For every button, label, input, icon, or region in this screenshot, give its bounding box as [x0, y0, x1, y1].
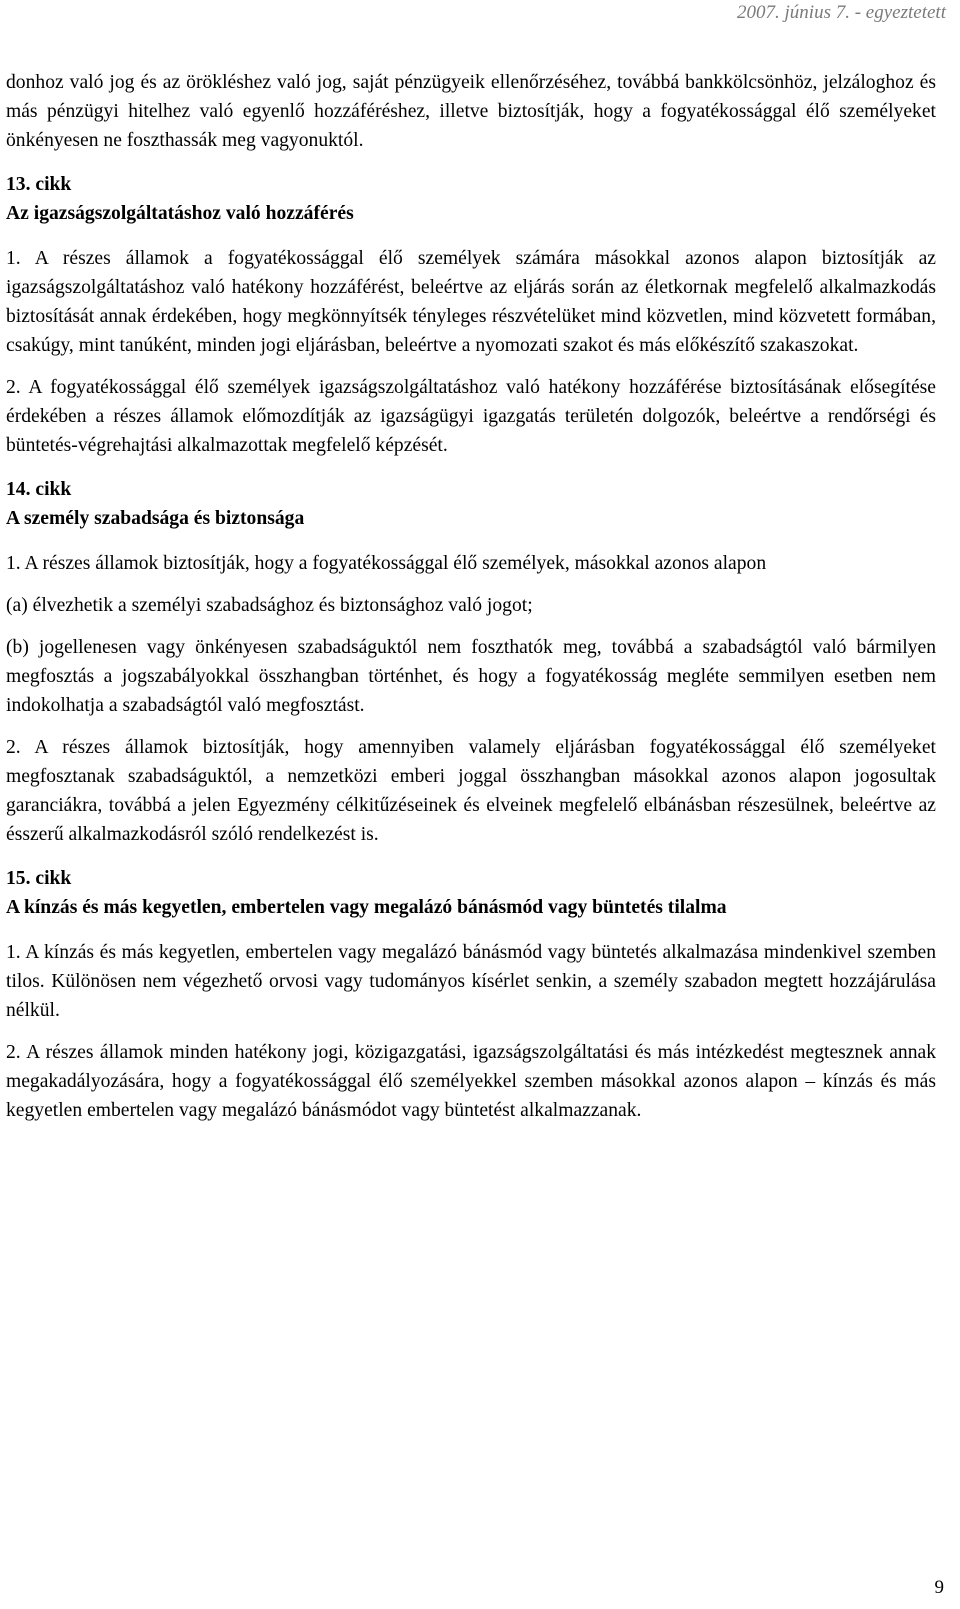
article-title: Az igazságszolgáltatáshoz való hozzáférés	[6, 203, 354, 224]
article-number: 13. cikk	[6, 174, 72, 195]
document-header-date: 2007. június 7. - egyeztetett	[737, 2, 946, 23]
page-number: 9	[934, 1577, 944, 1598]
intro-paragraph: donhoz való jog és az örökléshez való jog, saját pénzügyeik ellenőrzéséhez, továbbá bankkölcsönhöz, jelzáloghoz és más pénzügyi hitelhez való egyenlő hozzáféréshez, illetve biztosítják, hogy a fogyatékossággal élő személyeket önkényesen ne foszthassák meg vagyonuktól.	[6, 72, 936, 151]
article-15-paragraph-1: 1. A kínzás és más kegyetlen, embertelen vagy megalázó bánásmód vagy büntetés alkalmazása mindenkivel szemben tilos. Különösen nem végezhető orvosi vagy tudományos kísérlet senkin, a személy szabadon megtett hozzájárulása nélkül.	[6, 942, 936, 1021]
article-14-heading	[6, 475, 936, 533]
article-14-paragraph-2: 2. A részes államok biztosítják, hogy amennyiben valamely eljárásban fogyatékossággal élő személyeket megfosztanak szabadságuktól, a nemzetközi emberi joggal összhangban másokkal azonos alapon jogosultak garanciákra, továbbá a jelen Egyezmény célkitűzéseinek és elveinek megfelelő elbánásban részesülnek, beleértve az ésszerű alkalmazkodásról szóló rendelkezést is.	[6, 737, 936, 845]
article-title: A személy szabadsága és biztonsága	[6, 508, 305, 529]
article-15-paragraph-2: 2. A részes államok minden hatékony jogi, közigazgatási, igazságszolgáltatási és más intézkedést megtesznek annak megakadályozására, hogy a fogyatékossággal élő személyekkel szemben másokkal azonos alapon – kínzás és más kegyetlen embertelen vagy megalázó bánásmódot vagy büntetést alkalmazzanak.	[6, 1042, 936, 1121]
document-body	[6, 68, 936, 1138]
article-14-paragraph-1: 1. A részes államok biztosítják, hogy a fogyatékossággal élő személyek, másokkal azonos alapon	[6, 553, 767, 574]
article-13-paragraph-1: 1. A részes államok a fogyatékossággal élő személyek számára másokkal azonos alapon biztosítják az igazságszolgáltatáshoz való hatékony hozzáférést, beleértve az eljárás során az életkornak megfelelő alkalmazkodás biztosítását annak érdekében, hogy megkönnyítsék tényleges részvételüket mind közvetlen, mind közvetett formában, csakúgy, mint tanúként, minden jogi eljárásban, beleértve a nyomozati szakot és más előkészítő szakaszokat.	[6, 248, 936, 356]
article-14-item-b: (b) jogellenesen vagy önkényesen szabadságuktól nem foszthatók meg, továbbá a szabadságtól való bármilyen megfosztás a jogszabályokkal összhangban történhet, és hogy a fogyatékosság megléte semmilyen esetben nem indokolhatja a szabadságtól való megfosztást.	[6, 637, 936, 716]
article-15-heading	[6, 864, 936, 922]
article-title: A kínzás és más kegyetlen, embertelen vagy megalázó bánásmód vagy büntetés tilalma	[6, 897, 727, 918]
article-number: 15. cikk	[6, 868, 72, 889]
article-number: 14. cikk	[6, 479, 72, 500]
article-14-item-a: (a) élvezhetik a személyi szabadsághoz és biztonsághoz való jogot;	[6, 595, 533, 616]
article-13-heading	[6, 170, 936, 228]
article-13-paragraph-2: 2. A fogyatékossággal élő személyek igazságszolgáltatáshoz való hatékony hozzáférése biztosításának elősegítése érdekében a részes államok előmozdítják az igazságügyi igazgatás területén dolgozók, beleértve a rendőrségi és büntetés-végrehajtási alkalmazottak megfelelő képzését.	[6, 377, 936, 456]
